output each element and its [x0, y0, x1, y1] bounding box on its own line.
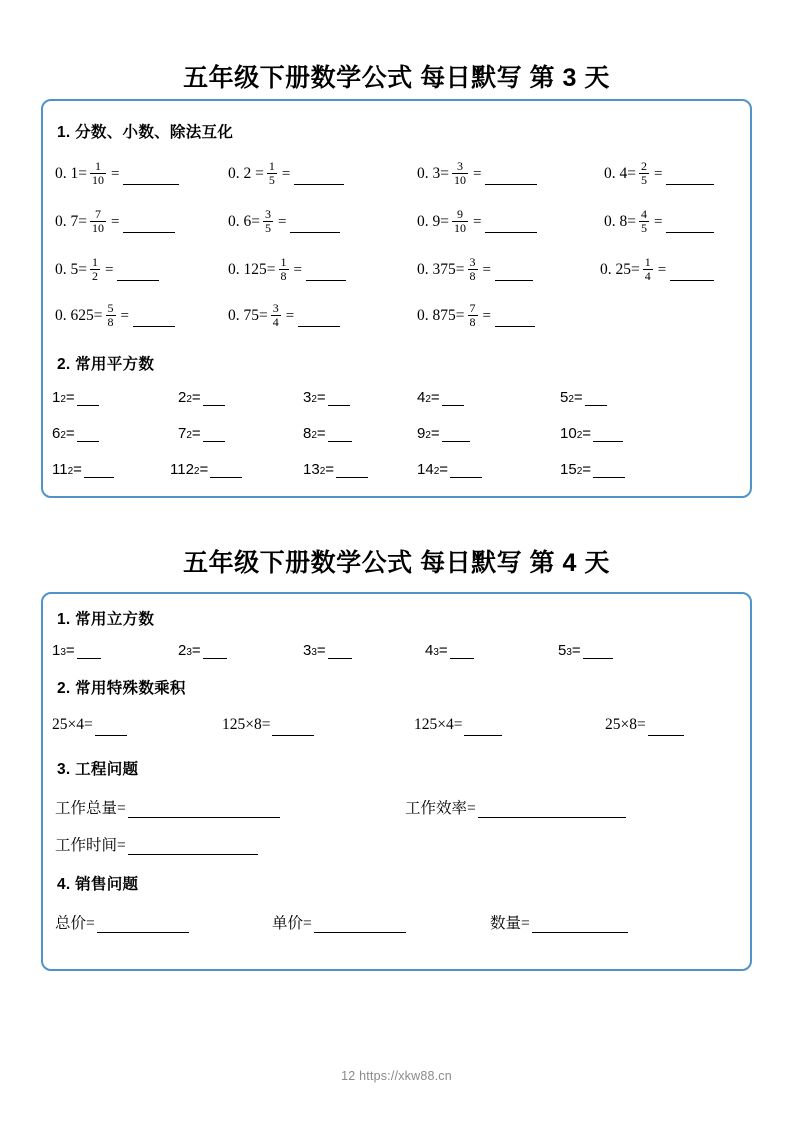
answer-blank[interactable]	[593, 465, 625, 478]
square-base: 14	[417, 461, 434, 478]
equals-sign: =	[191, 425, 201, 442]
sales-formula	[272, 911, 406, 933]
answer-blank[interactable]	[84, 465, 114, 478]
numerator: 1	[644, 255, 651, 269]
numerator: 3	[469, 255, 476, 269]
square-item: 15 2 =	[560, 461, 625, 478]
square-base: 7	[178, 425, 187, 442]
fraction	[267, 160, 277, 186]
fraction-item	[55, 209, 175, 235]
square-item: 14 2 =	[417, 461, 482, 478]
answer-blank[interactable]	[203, 429, 225, 442]
equals-sign: =	[111, 165, 120, 182]
denominator: 4	[644, 268, 651, 283]
answer-blank[interactable]	[442, 429, 470, 442]
equals-sign: =	[111, 213, 120, 230]
day4-section2-heading: 2. 常用特殊数乘积	[57, 680, 186, 697]
cube-item: 2 3 =	[178, 642, 227, 659]
answer-blank[interactable]	[495, 314, 535, 327]
answer-blank[interactable]	[495, 268, 533, 281]
numerator: 3	[457, 159, 463, 173]
equals-sign: =	[316, 389, 326, 406]
equals-sign: =	[473, 213, 482, 230]
square-base: 4	[417, 389, 426, 406]
fraction-lead: 0. 4=	[604, 165, 636, 183]
denominator: 5	[641, 172, 647, 187]
fraction	[90, 208, 106, 234]
answer-blank[interactable]	[314, 920, 406, 933]
equals-sign: =	[199, 461, 209, 478]
equals-sign: =	[316, 425, 326, 442]
equals-sign: =	[582, 425, 592, 442]
cube-base: 1	[52, 642, 61, 659]
answer-blank[interactable]	[670, 268, 714, 281]
equals-sign: =	[473, 165, 482, 182]
square-item: 8 2 =	[303, 425, 352, 442]
answer-blank[interactable]	[464, 723, 502, 736]
denominator: 8	[107, 314, 114, 329]
square-base: 3	[303, 389, 312, 406]
answer-blank[interactable]	[133, 314, 175, 327]
equals-sign: =	[293, 261, 302, 278]
product-item	[222, 716, 314, 734]
fraction	[452, 160, 468, 186]
equals-sign: =	[571, 642, 581, 659]
fraction-item	[604, 209, 714, 235]
numerator: 1	[268, 159, 275, 173]
answer-blank[interactable]	[272, 723, 314, 736]
answer-blank[interactable]	[485, 220, 537, 233]
square-item: 3 2 =	[303, 389, 350, 406]
square-item: 2 2 =	[178, 389, 225, 406]
day3-title: 五年级下册数学公式 每日默写 第 3 天	[183, 64, 610, 92]
numerator: 3	[265, 207, 271, 221]
answer-blank[interactable]	[77, 429, 99, 442]
numerator: 1	[92, 255, 98, 269]
day3-section1-heading: 1. 分数、小数、除法互化	[57, 124, 234, 141]
day4-section4-heading: 4. 销售问题	[57, 876, 139, 893]
equals-sign: =	[482, 307, 491, 324]
equals-sign: =	[285, 307, 295, 324]
square-base: 11	[52, 461, 68, 478]
fraction-item	[228, 303, 340, 329]
formula-label: 单价=	[272, 915, 312, 932]
product-label: 25×8=	[605, 716, 646, 733]
square-item: 6 2 =	[52, 425, 99, 442]
square-base: 5	[560, 389, 569, 406]
square-item: 1 2 =	[52, 389, 99, 406]
square-base: 13	[303, 461, 320, 478]
formula-label: 工作时间=	[55, 837, 126, 854]
denominator: 8	[469, 314, 476, 329]
answer-blank[interactable]	[442, 393, 464, 406]
fraction-item	[55, 161, 179, 187]
fraction-lead: 0. 6=	[228, 213, 260, 231]
denominator: 5	[265, 220, 271, 235]
product-item	[605, 716, 684, 734]
square-item: 10 2 =	[560, 425, 623, 442]
day4-section3-heading: 3. 工程问题	[57, 761, 139, 778]
answer-blank[interactable]	[532, 920, 628, 933]
cube-item: 4 3 =	[425, 642, 474, 659]
denominator: 8	[280, 268, 287, 283]
square-item: 4 2 =	[417, 389, 464, 406]
fraction-lead: 0. 625=	[55, 307, 103, 325]
equals-sign: =	[439, 461, 449, 478]
equals-sign: =	[281, 165, 291, 182]
square-base: 112	[170, 461, 194, 478]
fraction	[639, 160, 649, 186]
fraction	[106, 302, 116, 328]
answer-blank[interactable]	[306, 268, 346, 281]
engineering-formula	[405, 796, 626, 818]
equals-sign: =	[430, 389, 440, 406]
denominator: 8	[469, 268, 476, 283]
formula-label: 数量=	[490, 915, 530, 932]
product-label: 125×8=	[222, 716, 271, 733]
answer-blank[interactable]	[478, 805, 626, 818]
square-item: 11 2 =	[52, 461, 114, 478]
answer-blank[interactable]	[328, 429, 352, 442]
answer-blank[interactable]	[290, 220, 340, 233]
square-item: 13 2 =	[303, 461, 368, 478]
numerator: 1	[95, 159, 101, 173]
equals-sign: =	[438, 642, 448, 659]
footer-watermark: 12 https://xkw88.cn	[341, 1069, 452, 1083]
equals-sign: =	[65, 425, 75, 442]
fraction	[468, 256, 478, 282]
fraction-item	[55, 257, 159, 283]
answer-blank[interactable]	[298, 314, 340, 327]
numerator: 5	[107, 301, 114, 315]
fraction-lead: 0. 8=	[604, 213, 636, 231]
equals-sign: =	[191, 389, 201, 406]
numerator: 4	[641, 207, 647, 221]
denominator: 5	[268, 172, 275, 187]
fraction-lead: 0. 1=	[55, 165, 87, 183]
answer-blank[interactable]	[117, 268, 159, 281]
engineering-formula	[55, 796, 280, 818]
equals-sign: =	[73, 461, 82, 478]
fraction	[639, 208, 649, 234]
denominator: 2	[92, 268, 98, 283]
equals-sign: =	[430, 425, 440, 442]
fraction-item	[604, 161, 714, 187]
answer-blank[interactable]	[666, 220, 714, 233]
formula-label: 工作总量=	[55, 800, 126, 817]
square-item: 112 2 =	[170, 461, 242, 478]
numerator: 2	[641, 159, 647, 173]
fraction	[271, 302, 281, 328]
answer-blank[interactable]	[450, 465, 482, 478]
fraction-lead: 0. 7=	[55, 213, 87, 231]
cube-base: 3	[303, 642, 312, 659]
fraction-item	[417, 209, 537, 235]
formula-label: 工作效率=	[405, 800, 476, 817]
fraction	[452, 208, 468, 234]
formula-label: 总价=	[55, 915, 95, 932]
fraction-lead: 0. 5=	[55, 261, 87, 279]
answer-blank[interactable]	[203, 393, 225, 406]
numerator: 7	[469, 301, 476, 315]
answer-blank[interactable]	[485, 172, 537, 185]
answer-blank[interactable]	[123, 220, 175, 233]
fraction-lead: 0. 875=	[417, 307, 465, 325]
fraction	[279, 256, 289, 282]
square-base: 15	[560, 461, 577, 478]
fraction	[90, 256, 100, 282]
equals-sign: =	[316, 642, 326, 659]
cube-base: 2	[178, 642, 187, 659]
square-base: 1	[52, 389, 61, 406]
day4-section1-heading: 1. 常用立方数	[57, 611, 155, 628]
equals-sign: =	[120, 307, 129, 324]
fraction-lead: 0. 2 =	[228, 165, 264, 183]
fraction-item	[417, 303, 535, 329]
denominator: 10	[92, 220, 104, 235]
equals-sign: =	[582, 461, 592, 478]
answer-blank[interactable]	[336, 465, 368, 478]
square-base: 6	[52, 425, 61, 442]
fraction-lead: 0. 9=	[417, 213, 449, 231]
fraction-lead: 0. 25=	[600, 261, 640, 279]
square-item: 7 2 =	[178, 425, 225, 442]
fraction-item	[228, 257, 346, 283]
fraction	[90, 160, 106, 186]
square-base: 2	[178, 389, 187, 406]
equals-sign: =	[325, 461, 335, 478]
cube-item: 3 3 =	[303, 642, 352, 659]
answer-blank[interactable]	[450, 646, 474, 659]
answer-blank[interactable]	[97, 920, 189, 933]
answer-blank[interactable]	[210, 465, 242, 478]
denominator: 10	[92, 172, 104, 187]
cube-item: 1 3 =	[52, 642, 101, 659]
fraction-lead: 0. 3=	[417, 165, 449, 183]
denominator: 10	[454, 220, 466, 235]
answer-blank[interactable]	[77, 393, 99, 406]
square-item: 5 2 =	[560, 389, 607, 406]
fraction-lead: 0. 375=	[417, 261, 465, 279]
denominator: 5	[641, 220, 647, 235]
answer-blank[interactable]	[648, 723, 684, 736]
product-item	[414, 716, 502, 734]
square-base: 8	[303, 425, 312, 442]
product-label: 25×4=	[52, 716, 93, 733]
answer-blank[interactable]	[77, 646, 101, 659]
numerator: 7	[95, 207, 101, 221]
fraction-item	[417, 257, 533, 283]
cube-item: 5 3 =	[558, 642, 613, 659]
equals-sign: =	[65, 389, 75, 406]
engineering-formula	[55, 833, 258, 855]
fraction-item	[228, 161, 344, 187]
equals-sign: =	[654, 165, 663, 182]
fraction	[643, 256, 653, 282]
fraction-lead: 0. 125=	[228, 261, 276, 279]
fraction-item	[600, 257, 714, 283]
answer-blank[interactable]	[328, 646, 352, 659]
answer-blank[interactable]	[666, 172, 714, 185]
fraction-item	[228, 209, 340, 235]
equals-sign: =	[573, 389, 583, 406]
answer-blank[interactable]	[294, 172, 344, 185]
day3-section2-heading: 2. 常用平方数	[57, 356, 155, 373]
answer-blank[interactable]	[583, 646, 613, 659]
equals-sign: =	[65, 642, 75, 659]
answer-blank[interactable]	[585, 393, 607, 406]
product-label: 125×4=	[414, 716, 463, 733]
square-base: 10	[560, 425, 577, 442]
fraction-lead: 0. 75=	[228, 307, 268, 325]
equals-sign: =	[482, 261, 491, 278]
equals-sign: =	[105, 261, 114, 278]
equals-sign: =	[191, 642, 201, 659]
denominator: 4	[272, 314, 279, 329]
answer-blank[interactable]	[123, 172, 179, 185]
cube-base: 4	[425, 642, 434, 659]
product-item	[52, 716, 127, 734]
answer-blank[interactable]	[593, 429, 623, 442]
sales-formula	[490, 911, 628, 933]
numerator: 9	[457, 207, 463, 221]
cube-base: 5	[558, 642, 567, 659]
equals-sign: =	[654, 213, 663, 230]
answer-blank[interactable]	[128, 842, 258, 855]
denominator: 10	[454, 172, 466, 187]
fraction-item	[55, 303, 175, 329]
numerator: 3	[272, 301, 279, 315]
square-item: 9 2 =	[417, 425, 470, 442]
fraction	[468, 302, 478, 328]
answer-blank[interactable]	[328, 393, 350, 406]
answer-blank[interactable]	[95, 723, 127, 736]
day4-title: 五年级下册数学公式 每日默写 第 4 天	[183, 549, 610, 577]
fraction-item	[417, 161, 537, 187]
equals-sign: =	[278, 213, 287, 230]
fraction	[263, 208, 273, 234]
answer-blank[interactable]	[203, 646, 227, 659]
square-base: 9	[417, 425, 426, 442]
equals-sign: =	[657, 261, 667, 278]
numerator: 1	[280, 255, 287, 269]
answer-blank[interactable]	[128, 805, 280, 818]
sales-formula	[55, 911, 189, 933]
